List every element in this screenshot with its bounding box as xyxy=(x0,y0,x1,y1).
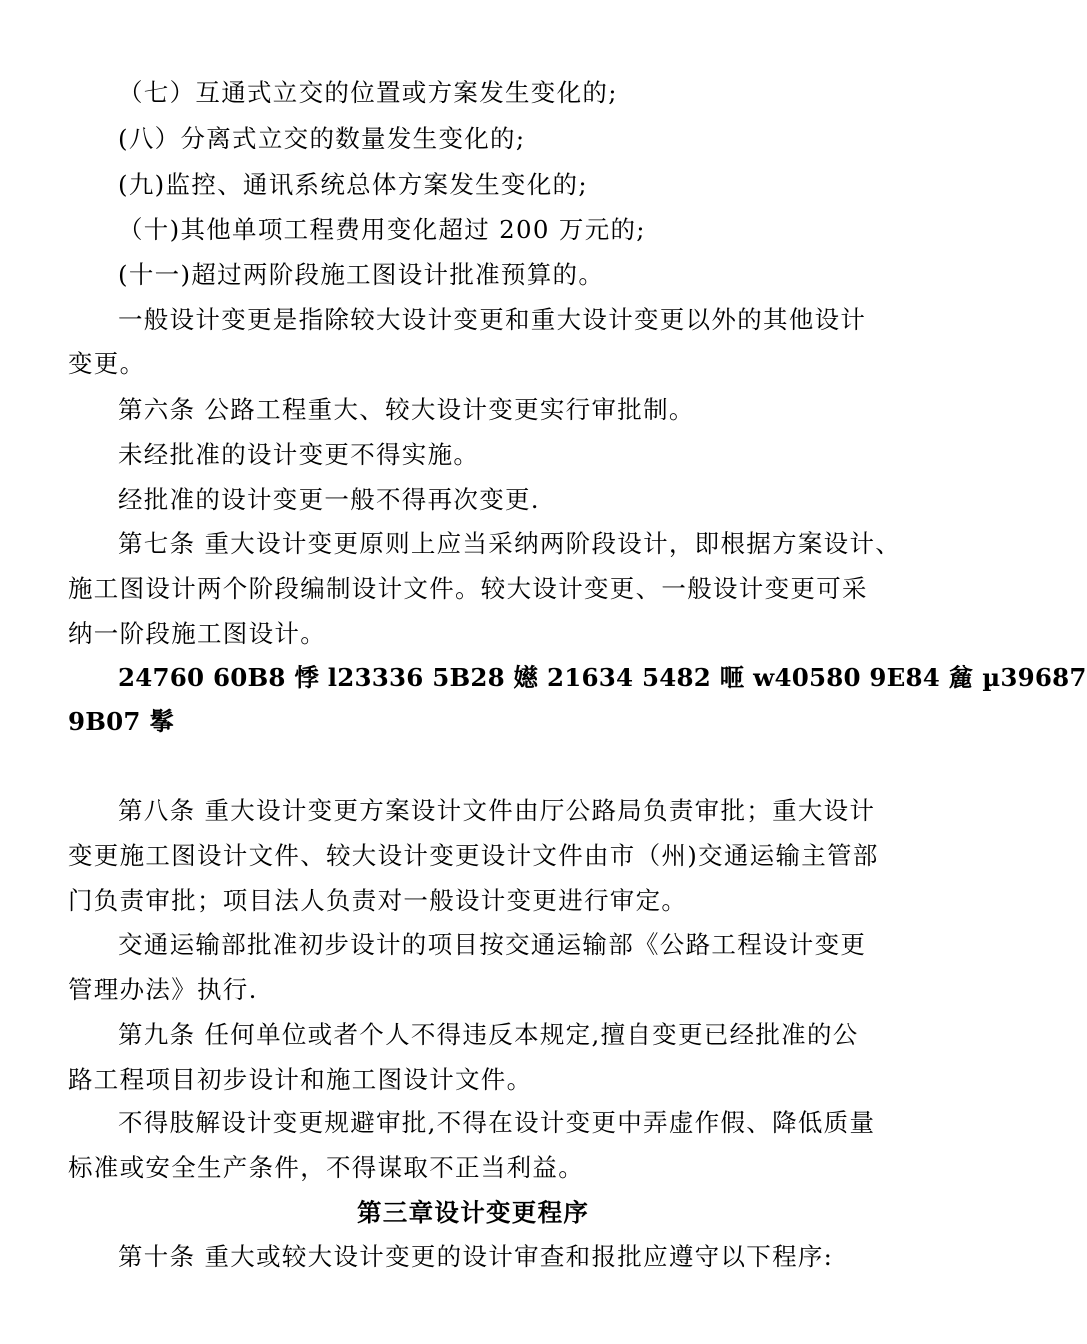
article-6-unapproved: 未经批准的设计变更不得实施。 xyxy=(118,440,480,469)
clause-8-separated-interchange: (八）分离式立交的数量发生变化的; xyxy=(118,124,526,153)
clause-9-monitoring: (九)监控、通讯系统总体方案发生变化的; xyxy=(118,170,588,199)
article-7-cont-2: 纳一阶段施工图设计。 xyxy=(68,619,326,648)
article-6: 第六条 公路工程重大、较大设计变更实行审批制。 xyxy=(118,395,695,424)
article-7: 第七条 重大设计变更原则上应当采纳两阶段设计，即根据方案设计、 xyxy=(118,529,902,558)
general-change-definition-cont: 变更。 xyxy=(68,349,146,378)
ministry-approval-paragraph: 交通运输部批准初步设计的项目按交通运输部《公路工程设计变更 xyxy=(118,930,867,959)
clause-11-budget: (十一)超过两阶段施工图设计批准预算的。 xyxy=(118,260,605,289)
ministry-approval-paragraph-cont: 管理办法》执行. xyxy=(68,975,258,1004)
article-6-approved: 经批准的设计变更一般不得再次变更. xyxy=(118,485,540,514)
clause-7-interchange: （七）互通式立交的位置或方案发生变化的; xyxy=(118,78,618,107)
general-change-definition: 一般设计变更是指除较大设计变更和重大设计变更以外的其他设计 xyxy=(118,305,867,334)
prohibition-paragraph: 不得肢解设计变更规避审批,不得在设计变更中弄虚作假、降低质量 xyxy=(118,1108,876,1137)
article-7-cont-1: 施工图设计两个阶段编制设计文件。较大设计变更、一般设计变更可采 xyxy=(68,574,868,603)
garbled-code-line-1: 24760 60B8 悸 l23336 5B28 嬨 21634 5482 咂 w40580 9E84 麄 µ39687 xyxy=(118,663,1087,692)
prohibition-paragraph-cont: 标准或安全生产条件，不得谋取不正当利益。 xyxy=(68,1153,584,1182)
article-8: 第八条 重大设计变更方案设计文件由厅公路局负责审批；重大设计 xyxy=(118,796,876,825)
clause-10-cost: （十)其他单项工程费用变化超过 200 万元的; xyxy=(118,215,646,244)
article-9-cont: 路工程项目初步设计和施工图设计文件。 xyxy=(68,1065,533,1094)
article-8-cont-2: 门负责审批；项目法人负责对一般设计变更进行审定。 xyxy=(68,886,688,915)
garbled-code-line-2: 9B07 鬇 xyxy=(68,707,175,736)
chapter-3-heading: 第三章设计变更程序 xyxy=(357,1198,590,1227)
article-9: 第九条 任何单位或者个人不得违反本规定,擅自变更已经批准的公 xyxy=(118,1020,859,1049)
article-8-cont-1: 变更施工图设计文件、较大设计变更设计文件由市（州)交通运输主管部 xyxy=(68,841,879,870)
article-10: 第十条 重大或较大设计变更的设计审查和报批应遵守以下程序: xyxy=(118,1242,834,1271)
